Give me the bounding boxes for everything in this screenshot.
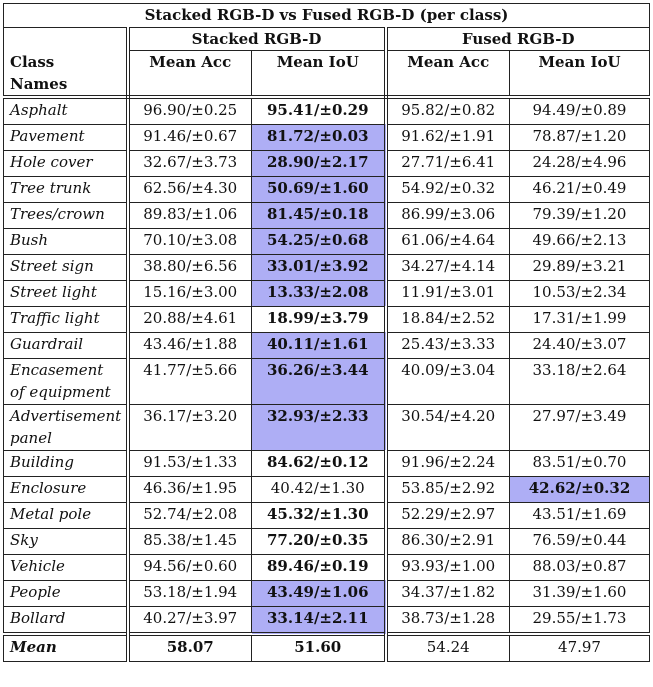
table-row bbox=[4, 228, 650, 254]
value-cell: 10.53/±2.34 bbox=[510, 280, 650, 306]
value-cell: 31.39/±1.60 bbox=[510, 580, 650, 606]
class-name-cell bbox=[4, 358, 128, 404]
value-cell: 95.41/±0.29 bbox=[252, 97, 386, 125]
table-row bbox=[4, 332, 650, 358]
group-header-stacked: Stacked RGB-D bbox=[128, 28, 386, 51]
value-cell: 32.93/±2.33 bbox=[252, 404, 386, 450]
class-name-line: of equipment bbox=[10, 382, 111, 401]
table-row bbox=[4, 150, 650, 176]
table-row bbox=[4, 97, 650, 125]
value-cell: 17.31/±1.99 bbox=[510, 306, 650, 332]
class-name-cell: Street sign bbox=[4, 254, 128, 280]
value-cell: 43.46/±1.88 bbox=[128, 332, 252, 358]
value-cell: 42.62/±0.32 bbox=[510, 476, 650, 502]
value-cell: 54.25/±0.68 bbox=[252, 228, 386, 254]
class-name-cell: Asphalt bbox=[4, 97, 128, 125]
value-cell: 25.43/±3.33 bbox=[386, 332, 510, 358]
value-cell: 40.27/±3.97 bbox=[128, 606, 252, 634]
class-name-line: Advertisement bbox=[10, 406, 122, 425]
class-name-cell: People bbox=[4, 580, 128, 606]
value-cell: 81.45/±0.18 bbox=[252, 202, 386, 228]
table-row bbox=[4, 254, 650, 280]
value-cell: 18.84/±2.52 bbox=[386, 306, 510, 332]
value-cell: 20.88/±4.61 bbox=[128, 306, 252, 332]
col-header-stacked-iou: Mean IoU bbox=[252, 51, 386, 97]
value-cell: 33.14/±2.11 bbox=[252, 606, 386, 634]
class-name-cell: Traffic light bbox=[4, 306, 128, 332]
group-header-fused: Fused RGB-D bbox=[386, 28, 650, 51]
value-cell: 32.67/±3.73 bbox=[128, 150, 252, 176]
class-name-cell bbox=[4, 404, 128, 450]
table-row bbox=[4, 450, 650, 476]
value-cell: 84.62/±0.12 bbox=[252, 450, 386, 476]
value-cell: 94.49/±0.89 bbox=[510, 97, 650, 125]
results-table-container bbox=[3, 3, 649, 662]
table-row bbox=[4, 554, 650, 580]
table-body bbox=[4, 97, 650, 662]
table-row bbox=[4, 528, 650, 554]
mean-row bbox=[4, 634, 650, 662]
class-name-cell: Pavement bbox=[4, 124, 128, 150]
header-empty-cell bbox=[4, 28, 128, 51]
value-cell: 61.06/±4.64 bbox=[386, 228, 510, 254]
value-cell: 83.51/±0.70 bbox=[510, 450, 650, 476]
value-cell: 38.80/±6.56 bbox=[128, 254, 252, 280]
class-header-line-1: Class bbox=[10, 52, 55, 71]
value-cell: 33.01/±3.92 bbox=[252, 254, 386, 280]
value-cell: 24.40/±3.07 bbox=[510, 332, 650, 358]
table-row bbox=[4, 580, 650, 606]
value-cell: 52.74/±2.08 bbox=[128, 502, 252, 528]
class-name-cell: Trees/crown bbox=[4, 202, 128, 228]
value-cell: 91.62/±1.91 bbox=[386, 124, 510, 150]
mean-label: Mean bbox=[4, 634, 128, 662]
value-cell: 40.09/±3.04 bbox=[386, 358, 510, 404]
mean-value-cell: 51.60 bbox=[252, 634, 386, 662]
value-cell: 38.73/±1.28 bbox=[386, 606, 510, 634]
table-row bbox=[4, 606, 650, 634]
value-cell: 46.21/±0.49 bbox=[510, 176, 650, 202]
value-cell: 50.69/±1.60 bbox=[252, 176, 386, 202]
class-name-cell: Vehicle bbox=[4, 554, 128, 580]
value-cell: 85.38/±1.45 bbox=[128, 528, 252, 554]
class-name-cell: Bush bbox=[4, 228, 128, 254]
mean-value-cell: 54.24 bbox=[386, 634, 510, 662]
class-name-cell: Metal pole bbox=[4, 502, 128, 528]
value-cell: 91.96/±2.24 bbox=[386, 450, 510, 476]
value-cell: 11.91/±3.01 bbox=[386, 280, 510, 306]
table-row bbox=[4, 476, 650, 502]
value-cell: 36.26/±3.44 bbox=[252, 358, 386, 404]
class-header-line-2: Names bbox=[10, 74, 68, 93]
value-cell: 24.28/±4.96 bbox=[510, 150, 650, 176]
table-row bbox=[4, 502, 650, 528]
value-cell: 93.93/±1.00 bbox=[386, 554, 510, 580]
class-name-cell: Street light bbox=[4, 280, 128, 306]
table-title: Stacked RGB-D vs Fused RGB-D (per class) bbox=[4, 4, 650, 28]
value-cell: 18.99/±3.79 bbox=[252, 306, 386, 332]
value-cell: 33.18/±2.64 bbox=[510, 358, 650, 404]
value-cell: 78.87/±1.20 bbox=[510, 124, 650, 150]
value-cell: 30.54/±4.20 bbox=[386, 404, 510, 450]
value-cell: 54.92/±0.32 bbox=[386, 176, 510, 202]
class-name-cell: Bollard bbox=[4, 606, 128, 634]
value-cell: 81.72/±0.03 bbox=[252, 124, 386, 150]
table-row bbox=[4, 404, 650, 450]
value-cell: 77.20/±0.35 bbox=[252, 528, 386, 554]
table-row bbox=[4, 358, 650, 404]
value-cell: 45.32/±1.30 bbox=[252, 502, 386, 528]
value-cell: 34.27/±4.14 bbox=[386, 254, 510, 280]
class-names-header bbox=[4, 51, 128, 97]
mean-value-cell: 58.07 bbox=[128, 634, 252, 662]
class-name-cell: Hole cover bbox=[4, 150, 128, 176]
value-cell: 89.83/±1.06 bbox=[128, 202, 252, 228]
value-cell: 46.36/±1.95 bbox=[128, 476, 252, 502]
value-cell: 34.37/±1.82 bbox=[386, 580, 510, 606]
mean-value-cell: 47.97 bbox=[510, 634, 650, 662]
col-header-fused-acc: Mean Acc bbox=[386, 51, 510, 97]
value-cell: 79.39/±1.20 bbox=[510, 202, 650, 228]
class-name-cell: Building bbox=[4, 450, 128, 476]
value-cell: 28.90/±2.17 bbox=[252, 150, 386, 176]
value-cell: 27.71/±6.41 bbox=[386, 150, 510, 176]
value-cell: 95.82/±0.82 bbox=[386, 97, 510, 125]
class-name-cell: Guardrail bbox=[4, 332, 128, 358]
results-table bbox=[3, 3, 650, 662]
value-cell: 29.55/±1.73 bbox=[510, 606, 650, 634]
value-cell: 36.17/±3.20 bbox=[128, 404, 252, 450]
value-cell: 96.90/±0.25 bbox=[128, 97, 252, 125]
class-name-line: panel bbox=[10, 428, 52, 447]
class-name-line: Encasement bbox=[10, 360, 104, 379]
value-cell: 86.99/±3.06 bbox=[386, 202, 510, 228]
value-cell: 62.56/±4.30 bbox=[128, 176, 252, 202]
value-cell: 40.42/±1.30 bbox=[252, 476, 386, 502]
value-cell: 29.89/±3.21 bbox=[510, 254, 650, 280]
value-cell: 13.33/±2.08 bbox=[252, 280, 386, 306]
value-cell: 76.59/±0.44 bbox=[510, 528, 650, 554]
table-row bbox=[4, 202, 650, 228]
table-row bbox=[4, 124, 650, 150]
value-cell: 91.46/±0.67 bbox=[128, 124, 252, 150]
value-cell: 43.51/±1.69 bbox=[510, 502, 650, 528]
value-cell: 89.46/±0.19 bbox=[252, 554, 386, 580]
value-cell: 91.53/±1.33 bbox=[128, 450, 252, 476]
value-cell: 86.30/±2.91 bbox=[386, 528, 510, 554]
col-header-fused-iou: Mean IoU bbox=[510, 51, 650, 97]
value-cell: 53.18/±1.94 bbox=[128, 580, 252, 606]
table-row bbox=[4, 306, 650, 332]
value-cell: 41.77/±5.66 bbox=[128, 358, 252, 404]
value-cell: 27.97/±3.49 bbox=[510, 404, 650, 450]
value-cell: 94.56/±0.60 bbox=[128, 554, 252, 580]
value-cell: 88.03/±0.87 bbox=[510, 554, 650, 580]
col-header-stacked-acc: Mean Acc bbox=[128, 51, 252, 97]
value-cell: 52.29/±2.97 bbox=[386, 502, 510, 528]
table-row bbox=[4, 176, 650, 202]
value-cell: 43.49/±1.06 bbox=[252, 580, 386, 606]
class-name-cell: Enclosure bbox=[4, 476, 128, 502]
class-name-cell: Sky bbox=[4, 528, 128, 554]
value-cell: 15.16/±3.00 bbox=[128, 280, 252, 306]
value-cell: 40.11/±1.61 bbox=[252, 332, 386, 358]
table-row bbox=[4, 280, 650, 306]
value-cell: 53.85/±2.92 bbox=[386, 476, 510, 502]
value-cell: 49.66/±2.13 bbox=[510, 228, 650, 254]
class-name-cell: Tree trunk bbox=[4, 176, 128, 202]
value-cell: 70.10/±3.08 bbox=[128, 228, 252, 254]
